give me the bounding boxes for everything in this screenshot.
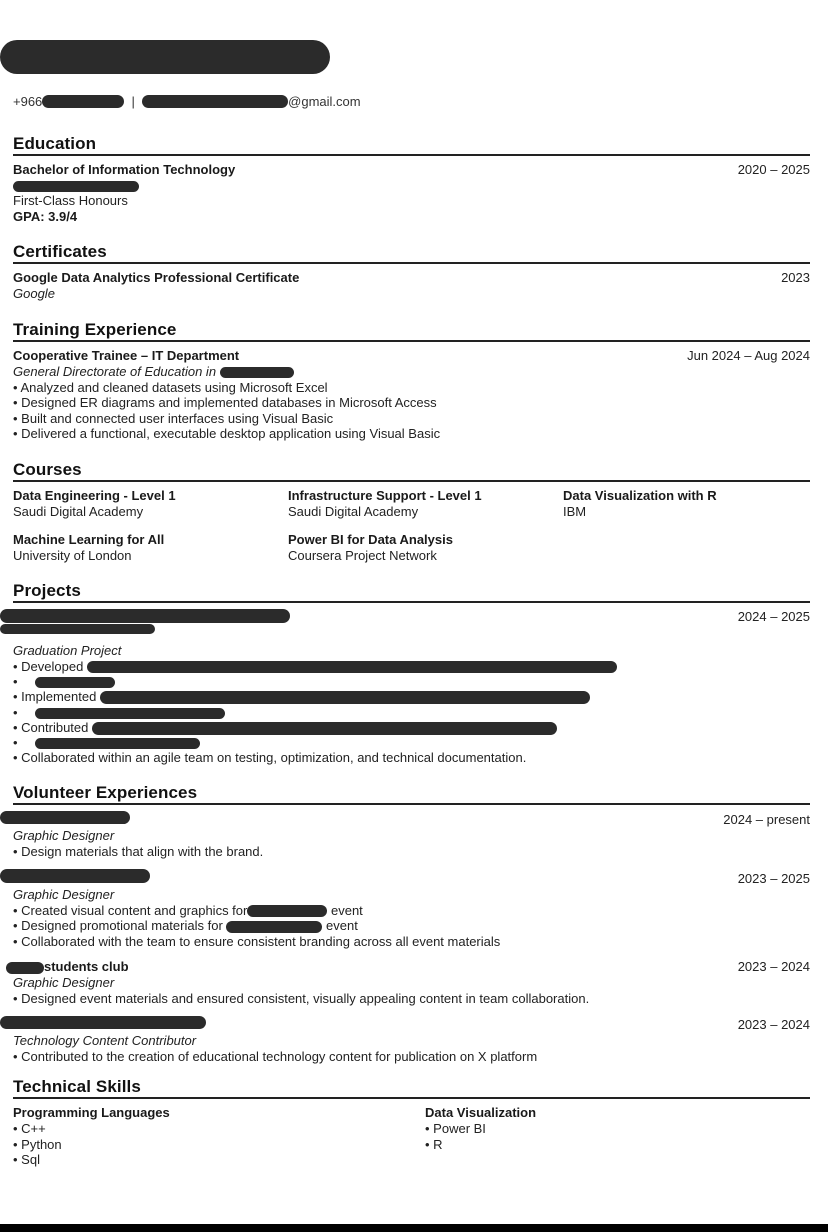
- volunteer-role: Technology Content Contributor: [13, 1033, 197, 1048]
- volunteer-section: [13, 783, 810, 1064]
- skills-title: Technical Skills: [13, 1077, 810, 1099]
- redacted-university: [13, 181, 139, 192]
- projects-title: Projects: [13, 581, 810, 603]
- course-provider: University of London: [13, 548, 132, 563]
- list-item: • Design materials that align with the brand.: [13, 844, 810, 860]
- course-name: Machine Learning for All: [13, 532, 165, 547]
- redacted-phone: [42, 95, 124, 108]
- list-item: • Analyzed and cleaned datasets using Microsoft Excel: [13, 380, 810, 396]
- redacted-org: [0, 1016, 206, 1029]
- volunteer-role: Graphic Designer: [13, 828, 115, 843]
- volunteer-org: students club: [44, 959, 129, 974]
- education-dates: 2020 – 2025: [737, 162, 810, 177]
- redacted-org: [0, 811, 130, 824]
- volunteer-entry: [13, 869, 810, 949]
- volunteer-title: Volunteer Experiences: [13, 783, 810, 805]
- education-section: [13, 134, 810, 225]
- course-name: Data Visualization with R: [563, 488, 717, 503]
- volunteer-dates: 2023 – 2024: [737, 959, 810, 974]
- course-name: Power BI for Data Analysis: [288, 532, 453, 547]
- skills-column: [13, 1105, 425, 1168]
- redacted-project-name: [0, 609, 290, 623]
- list-item: • R: [425, 1137, 810, 1153]
- list-item: • Collaborated with the team to ensure consistent branding across all event materials: [13, 934, 810, 950]
- course-item: [563, 488, 810, 520]
- project-bullets: [13, 659, 810, 766]
- course-provider: Coursera Project Network: [288, 548, 437, 563]
- redacted-org: [6, 962, 44, 974]
- skills-heading: Programming Languages: [13, 1105, 170, 1120]
- course-provider: Saudi Digital Academy: [288, 504, 419, 519]
- project-subtitle: Graduation Project: [13, 643, 122, 658]
- list-item: • Delivered a functional, executable desktop application using Visual Basic: [13, 426, 810, 442]
- training-bullets: [13, 380, 810, 442]
- course-item: [13, 488, 288, 520]
- volunteer-dates: 2024 – present: [723, 812, 810, 827]
- honours: First-Class Honours: [13, 193, 128, 208]
- list-item: • Python: [13, 1137, 425, 1153]
- volunteer-entry: [13, 959, 810, 1006]
- certificates-title: Certificates: [13, 242, 810, 264]
- course-item: [13, 532, 288, 564]
- certificates-section: [13, 242, 810, 302]
- training-org: General Directorate of Education in: [13, 364, 217, 379]
- list-item: • Collaborated within an agile team on testing, optimization, and technical documentation.: [13, 750, 810, 766]
- list-item: • Power BI: [425, 1121, 810, 1137]
- skills-section: [13, 1077, 810, 1168]
- courses-title: Courses: [13, 460, 810, 482]
- list-item: • Developed: [13, 659, 810, 675]
- redacted-email: [142, 95, 288, 108]
- certificate-issuer: Google: [13, 286, 55, 301]
- education-title: Education: [13, 134, 810, 156]
- certificate-year: 2023: [781, 270, 810, 285]
- degree-name: Bachelor of Information Technology: [13, 162, 236, 177]
- list-item: • Designed ER diagrams and implemented databases in Microsoft Access: [13, 395, 810, 411]
- contact-separator: |: [131, 94, 135, 109]
- course-provider: IBM: [563, 504, 587, 519]
- volunteer-role: Graphic Designer: [13, 975, 115, 990]
- bottom-bar: [0, 1224, 828, 1232]
- redacted-project-name: [0, 624, 155, 634]
- redacted-name: [0, 40, 330, 74]
- volunteer-role: Graphic Designer: [13, 887, 115, 902]
- list-item: • Designed promotional materials for event: [13, 918, 810, 934]
- projects-section: [13, 581, 810, 766]
- list-item: • Sql: [13, 1152, 425, 1168]
- certificate-name: Google Data Analytics Professional Certificate: [13, 270, 300, 285]
- gpa: GPA: 3.9/4: [13, 208, 78, 224]
- redacted-line: [13, 674, 810, 689]
- redacted-city: [220, 367, 294, 378]
- skills-heading: Data Visualization: [425, 1105, 537, 1120]
- contact-line: [13, 94, 361, 109]
- volunteer-entry: [13, 1016, 810, 1064]
- email-suffix[interactable]: @gmail.com: [288, 94, 361, 109]
- list-item: • Built and connected user interfaces using Visual Basic: [13, 411, 810, 427]
- course-provider: Saudi Digital Academy: [13, 504, 144, 519]
- list-item: • Implemented: [13, 689, 810, 705]
- course-item: [288, 532, 563, 564]
- list-item: • Contributed: [13, 720, 810, 736]
- course-name: Data Engineering - Level 1: [13, 488, 176, 503]
- training-role: Cooperative Trainee – IT Department: [13, 348, 240, 363]
- redacted-org: [0, 869, 150, 883]
- list-item: • Contributed to the creation of educational technology content for publication on X platform: [13, 1049, 810, 1065]
- volunteer-dates: 2023 – 2024: [737, 1017, 810, 1032]
- training-title: Training Experience: [13, 320, 810, 342]
- phone-prefix: +966: [13, 94, 43, 109]
- skills-column: [425, 1105, 810, 1168]
- courses-section: [13, 460, 810, 564]
- project-dates: 2024 – 2025: [737, 609, 810, 624]
- volunteer-entry: [13, 811, 810, 859]
- training-dates: Jun 2024 – Aug 2024: [687, 348, 810, 363]
- training-section: [13, 320, 810, 442]
- volunteer-dates: 2023 – 2025: [737, 871, 810, 886]
- list-item: • Designed event materials and ensured consistent, visually appealing content in team collaboration.: [13, 991, 810, 1007]
- course-name: Infrastructure Support - Level 1: [288, 488, 482, 503]
- list-item: • Created visual content and graphics for event: [13, 903, 810, 919]
- course-item: [288, 488, 563, 520]
- redacted-line: [13, 705, 810, 720]
- redacted-line: [13, 735, 810, 750]
- list-item: • C++: [13, 1121, 425, 1137]
